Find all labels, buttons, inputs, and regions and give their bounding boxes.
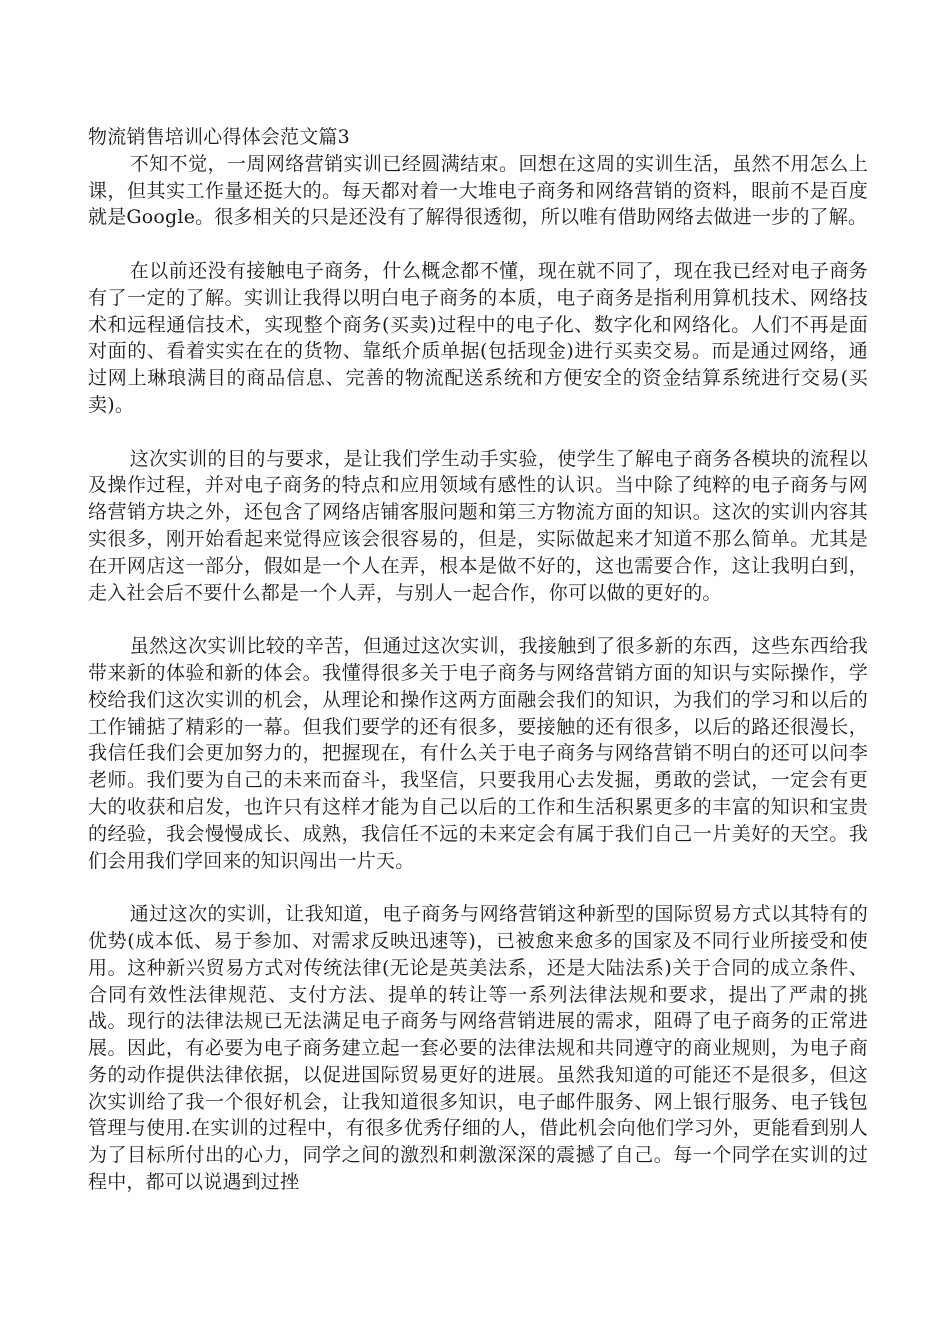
document-page [88, 124, 868, 1196]
document-title: 物流销售培训心得体会范文篇3 [88, 126, 350, 148]
paragraph-4: 虽然这次实训比较的辛苦，但通过这次实训，我接触到了很多新的东西，这些东西给我带来新的体验和新的体会。我懂得很多关于电子商务与网络营销方面的知识与实际操作，学校给我们这次实训的机会，从理论和操作这两方面融会我们的知识，为我们的学习和以后的工作铺掂了精彩的一幕。但我们要学的还有很多，要接触的还有很多，以后的路还很漫长，我信任我们会更加努力的，把握现在，有什么关于电子商务与网络营销不明白的还可以问李老师。我们要为自己的未来而奋斗，我坚信，只要我用心去发掘，勇敢的尝试，一定会有更大的收获和启发，也许只有这样才能为自己以后的工作和生活积累更多的丰富的知识和宝贵的经验，我会慢慢成长、成熟，我信任不远的未来定会有属于我们自己一片美好的天空。我们会用我们学回来的知识闯出一片天。 [88, 635, 868, 872]
paragraph-1: 不知不觉，一周网络营销实训已经圆满结束。回想在这周的实训生活，虽然不用怎么上课，但其实工作量还挺大的。每天都对着一大堆电子商务和网络营销的资料，眼前不是百度就是Google。很多相关的只是还没有了解得很透彻，所以唯有借助网络去做进一步的了解。 [88, 152, 868, 229]
paragraph-5: 通过这次的实训，让我知道，电子商务与网络营销这种新型的国际贸易方式以其特有的优势(成本低、易于参加、对需求反映迅速等)，已被愈来愈多的国家及不同行业所接受和使用。这种新兴贸易方式对传统法律(无论是英美法系，还是大陆法系)关于合同的成立条件、合同有效性法律规范、支付方法、提单的转让等一系列法律法规和要求，提出了严肃的挑战。现行的法律法规已无法满足电子商务与网络营销进展的需求，阻碍了电子商务的正常进展。因此，有必要为电子商务建立起一套必要的法律法规和共同遵守的商业规则，为电子商务的动作提供法律依据，以促进国际贸易更好的进展。虽然我知道的可能还不是很多，但这次实训给了我一个很好机会，让我知道很多知识，电子邮件服务、网上银行服务、电子钱包管理与使用.在实训的过程中，有很多优秀仔细的人，借此机会向他们学习外，更能看到别人为了目标所付出的心力，同学之间的激烈和刺激深深的震撼了自己。每一个同学在实训的过程中，都可以说遇到过挫 [88, 903, 868, 1194]
paragraph-3: 这次实训的目的与要求，是让我们学生动手实验，使学生了解电子商务各模块的流程以及操作过程，并对电子商务的特点和应用领域有感性的认识。当中除了纯粹的电子商务与网络营销方块之外，还包含了网络店铺客服问题和第三方物流方面的知识。这次的实训内容其实很多，刚开始看起来觉得应该会很容易的，但是，实际做起来才知道不那么简单。尤其是在开网店这一部分，假如是一个人在弄，根本是做不好的，这也需要合作，这让我明白到，走入社会后不要什么都是一个人弄，与别人一起合作，你可以做的更好的。 [88, 447, 868, 604]
paragraph-2: 在以前还没有接触电子商务，什么概念都不懂，现在就不同了，现在我已经对电子商务有了一定的了解。实训让我得以明白电子商务的本质，电子商务是指利用算机技术、网络技术和远程通信技术，实现整个商务(买卖)过程中的电子化、数字化和网络化。人们不再是面对面的、看着实实在在的货物、靠纸介质单据(包括现金)进行买卖交易。而是通过网络，通过网上琳琅满目的商品信息、完善的物流配送系统和方便安全的资金结算系统进行交易(买卖)。 [88, 259, 868, 416]
